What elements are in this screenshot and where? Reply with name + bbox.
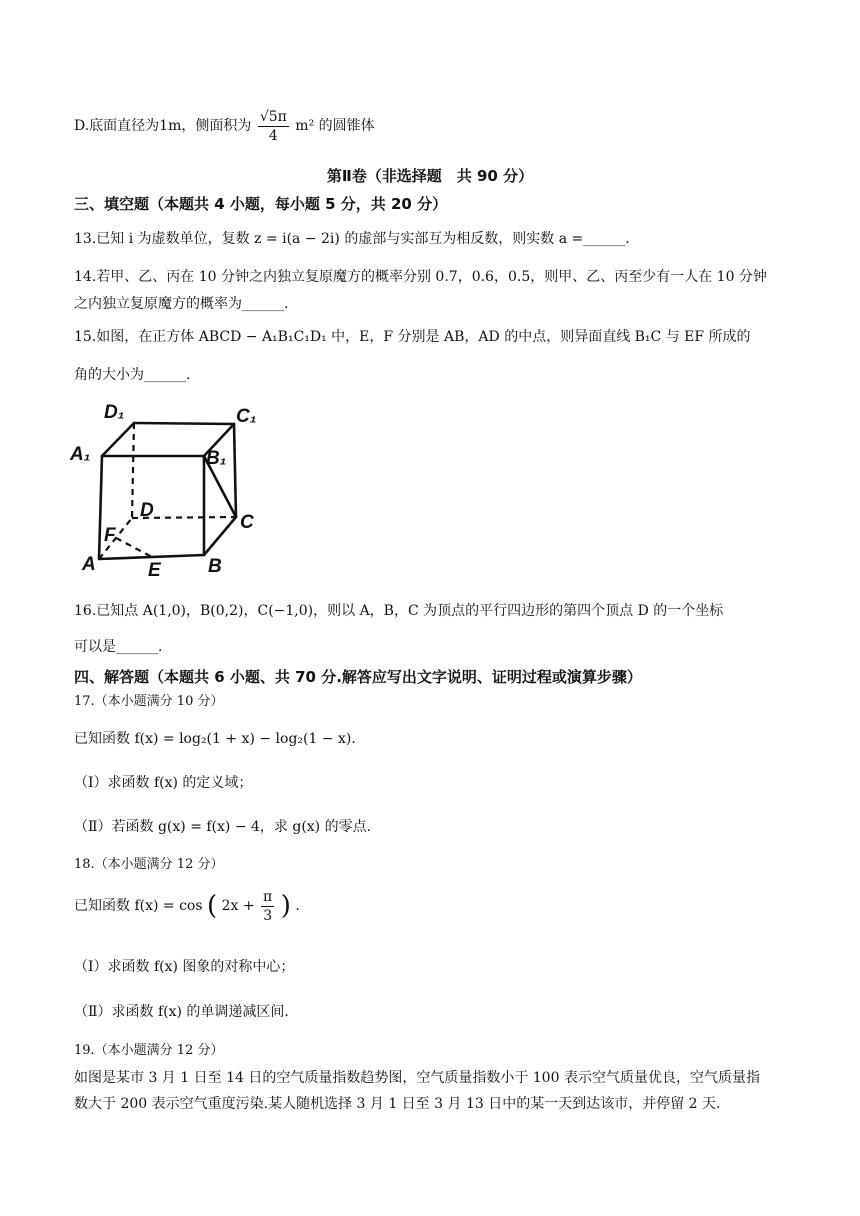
label-b: B bbox=[208, 556, 222, 577]
section4-title: 四、解答题（本题共 6 小题、共 70 分.解答应写出文字说明、证明过程或演算步骤） bbox=[74, 668, 642, 686]
question-15-line1: 15.如图，在正方体 ABCD − A₁B₁C₁D₁ 中，E，F 分别是 AB，AD 的中点，则异面直线 B₁C 与 EF 所成的 bbox=[74, 329, 751, 345]
question-18-part1: （Ⅰ）求函数 f(x) 图象的对称中心； bbox=[74, 959, 295, 975]
question-16-line2: 可以是______. bbox=[74, 639, 163, 655]
option-d-frac-num: √5π bbox=[259, 108, 287, 125]
question-18-head: 18.（本小题满分 12 分） bbox=[74, 857, 224, 872]
cube-figure bbox=[70, 398, 270, 583]
question-17-part1: （Ⅰ）求函数 f(x) 的定义域； bbox=[74, 775, 253, 791]
option-d bbox=[74, 104, 786, 148]
label-f: F bbox=[104, 525, 116, 546]
section3-title: 三、填空题（本题共 4 小题，每小题 5 分，共 20 分） bbox=[74, 195, 448, 213]
question-18-suffix: . bbox=[295, 898, 300, 914]
label-c1: C₁ bbox=[236, 406, 257, 427]
label-a: A bbox=[82, 554, 96, 575]
option-d-fraction bbox=[258, 108, 289, 145]
label-e: E bbox=[148, 560, 161, 581]
question-17-part2: （Ⅱ）若函数 g(x) = f(x) − 4，求 g(x) 的零点. bbox=[74, 819, 372, 835]
volume2-title: 第Ⅱ卷（非选择题 共 90 分） bbox=[326, 167, 534, 185]
question-14-line1: 14.若甲、乙、丙在 10 分钟之内独立复原魔方的概率分别 0.7，0.6，0.5，则甲、乙、丙至少有一人在 10 分钟 bbox=[74, 269, 767, 285]
label-b1: B₁ bbox=[206, 448, 227, 469]
question-18-part2: （Ⅱ）求函数 f(x) 的单调递减区间. bbox=[74, 1004, 289, 1020]
question-14-line2: 之内独立复原魔方的概率为______. bbox=[74, 296, 289, 312]
option-d-suffix: m² 的圆锥体 bbox=[295, 118, 375, 134]
paren-left: ( bbox=[207, 891, 218, 921]
label-d: D bbox=[140, 500, 154, 521]
label-c: C bbox=[240, 512, 254, 533]
option-d-prefix: D.底面直径为1m，侧面积为 bbox=[74, 118, 252, 134]
question-17-head: 17.（本小题满分 10 分） bbox=[74, 694, 224, 709]
question-19-line2: 数大于 200 表示空气重度污染.某人随机选择 3 月 1 日至 3 月 13 日中的某一天到达该市，并停留 2 天. bbox=[74, 1096, 721, 1112]
question-18-inner: 2x + bbox=[221, 898, 255, 914]
label-d1: D₁ bbox=[104, 402, 125, 423]
question-18-frac-den: 3 bbox=[263, 907, 273, 924]
question-15-line2: 角的大小为______. bbox=[74, 367, 191, 383]
question-18-frac-num: π bbox=[263, 888, 273, 905]
paren-right: ) bbox=[280, 891, 291, 921]
question-19-line1: 如图是某市 3 月 1 日至 14 日的空气质量指数趋势图，空气质量指数小于 100 表示空气质量优良，空气质量指 bbox=[74, 1070, 760, 1086]
question-18-prefix: 已知函数 f(x) = cos bbox=[74, 898, 203, 914]
label-a1: A₁ bbox=[70, 444, 91, 465]
question-18-text bbox=[74, 886, 786, 926]
question-13: 13.已知 i 为虚数单位，复数 z = i(a − 2i) 的虚部与实部互为相反数，则实数 a =______. bbox=[74, 231, 630, 247]
option-d-frac-den: 4 bbox=[268, 127, 278, 144]
question-18-fraction bbox=[261, 888, 274, 925]
question-19-head: 19.（本小题满分 12 分） bbox=[74, 1043, 224, 1058]
question-17-text: 已知函数 f(x) = log₂(1 + x) − log₂(1 − x). bbox=[74, 731, 356, 747]
question-16-line1: 16.已知点 A(1,0)，B(0,2)，C(−1,0)，则以 A，B，C 为顶点的平行四边形的第四个顶点 D 的一个坐标 bbox=[74, 603, 724, 619]
